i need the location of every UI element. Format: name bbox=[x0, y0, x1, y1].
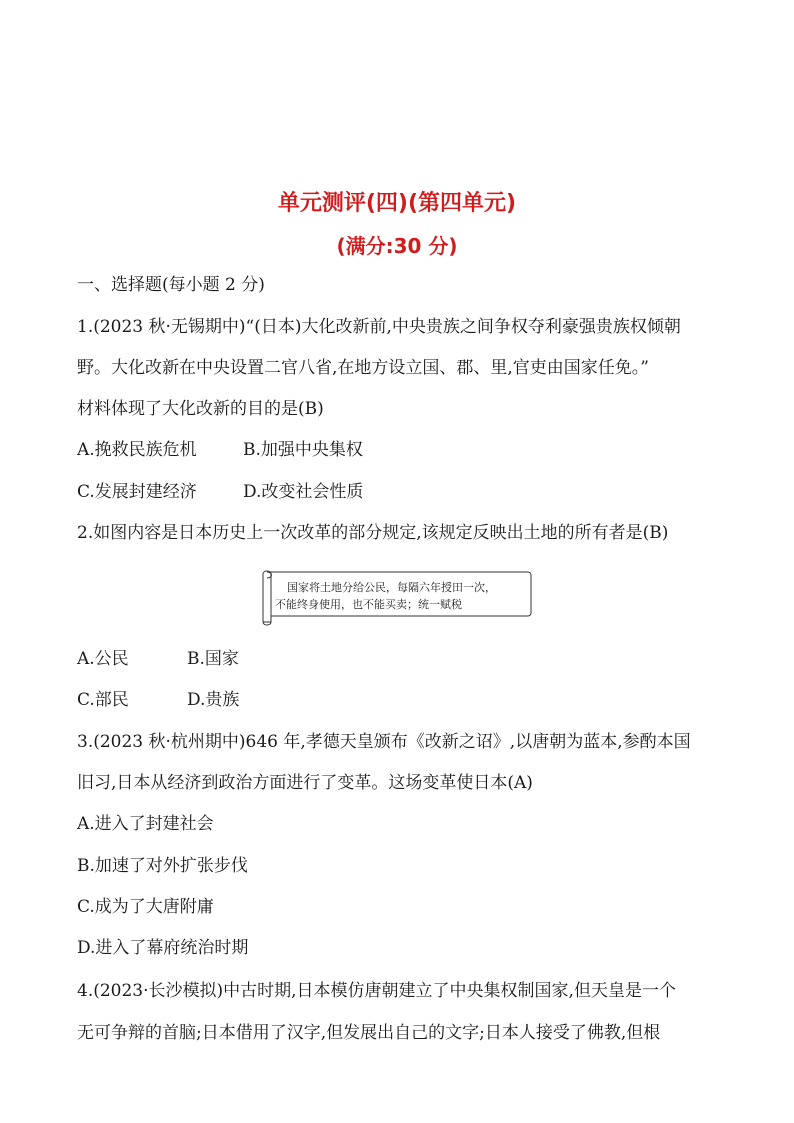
section-heading: 一、选择题(每小题 2 分) bbox=[77, 275, 265, 295]
q2-options-row-2 bbox=[77, 689, 240, 711]
q2-option-c: C.部民 bbox=[77, 690, 129, 710]
q2-option-b: B.国家 bbox=[187, 649, 239, 669]
q1-stem-line-3: 材料体现了大化改新的目的是(B) bbox=[77, 399, 324, 419]
q1-stem-line-1: 1.(2023 秋·无锡期中)“(日本)大化改新前,中央贵族之间争权夺利豪强贵族权倾朝 bbox=[77, 317, 681, 337]
q2-option-d: D.贵族 bbox=[187, 690, 240, 710]
scroll-figure bbox=[259, 568, 535, 628]
q3-option-a: A.进入了封建社会 bbox=[77, 814, 214, 834]
q4-stem-line-1: 4.(2023·长沙模拟)中古时期,日本模仿唐朝建立了中央集权制国家,但天皇是一个 bbox=[77, 981, 676, 1001]
q1-options-row-2 bbox=[77, 481, 364, 503]
q1-options-row-1 bbox=[77, 439, 363, 461]
q3-stem-line-2: 旧习,日本从经济到政治方面进行了变革。这场变革使日本(A) bbox=[77, 773, 533, 793]
page-subtitle: (满分:30 分) bbox=[336, 234, 458, 258]
q1-option-a: A.挽救民族危机 bbox=[77, 440, 197, 460]
q2-options-row-1 bbox=[77, 648, 239, 670]
page-title: 单元测评(四)(第四单元) bbox=[277, 191, 517, 216]
q4-stem-line-2: 无可争辩的首脑;日本借用了汉字,但发展出自己的文字;日本人接受了佛教,但根 bbox=[77, 1023, 661, 1043]
q1-option-d: D.改变社会性质 bbox=[243, 482, 364, 502]
q1-stem-line-2: 野。大化改新在中央设置二官八省,在地方设立国、郡、里,官吏由国家任免。” bbox=[77, 358, 649, 378]
scroll-text bbox=[275, 579, 527, 613]
q3-option-b: B.加速了对外扩张步伐 bbox=[77, 856, 248, 876]
q2-option-a: A.公民 bbox=[77, 649, 129, 669]
q3-option-d: D.进入了幕府统治时期 bbox=[77, 938, 249, 958]
q2-stem: 2.如图内容是日本历史上一次改革的部分规定,该规定反映出土地的所有者是(B) bbox=[77, 523, 669, 543]
scroll-text-line-1: 国家将土地分给公民，每隔六年授田一次， bbox=[287, 581, 496, 594]
scroll-text-line-2: 不能终身使用，也不能买卖；统一赋税 bbox=[275, 598, 462, 611]
q1-option-c: C.发展封建经济 bbox=[77, 482, 197, 502]
q3-stem-line-1: 3.(2023 秋·杭州期中)646 年,孝德天皇颁布《改新之诏》,以唐朝为蓝本,参酌本国 bbox=[77, 732, 691, 752]
q3-option-c: C.成为了大唐附庸 bbox=[77, 897, 214, 917]
q1-option-b: B.加强中央集权 bbox=[243, 440, 363, 460]
